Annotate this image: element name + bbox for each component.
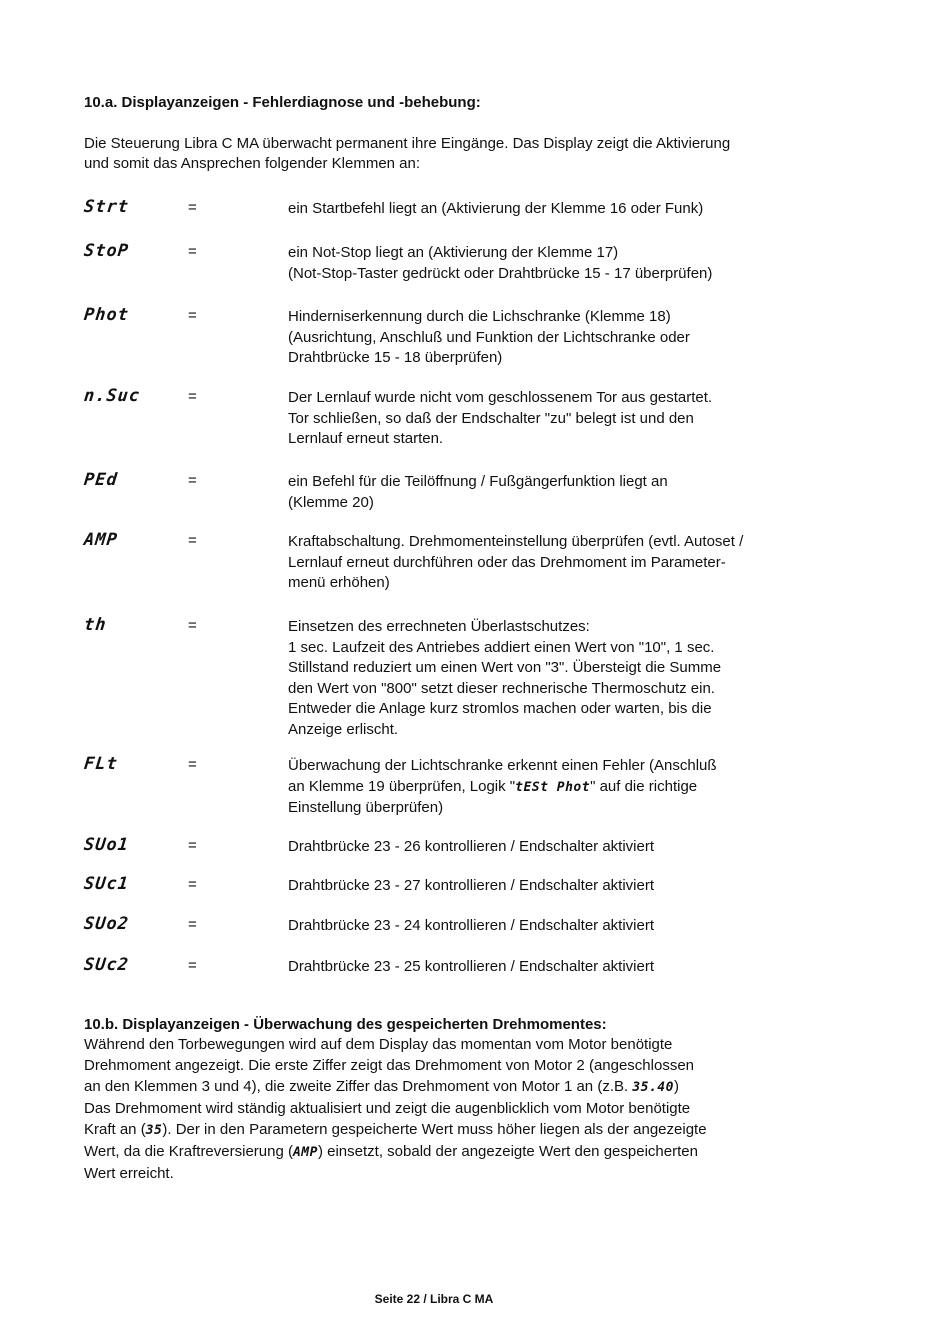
description-line: Einsetzen des errechneten Überlastschutzes: bbox=[288, 618, 590, 635]
code-description bbox=[288, 307, 808, 369]
description-text: " auf die richtige bbox=[590, 777, 698, 795]
description-line: Einstellung überprüfen) bbox=[288, 799, 444, 816]
equals-sign: = bbox=[188, 957, 197, 974]
paragraph-line: Drehmoment angezeigt. Die erste Ziffer zeigt das Drehmoment von Motor 2 (angeschlossen bbox=[84, 1057, 695, 1074]
equals-sign: = bbox=[188, 307, 197, 324]
description-line: Der Lernlauf wurde nicht vom geschlossenem Tor aus gestartet. bbox=[288, 389, 713, 406]
section-b-heading: 10.b. Displayanzeigen - Überwachung des gespeicherten Drehmomentes: bbox=[84, 1016, 607, 1033]
description-line: (Klemme 20) bbox=[288, 493, 374, 511]
description-line: Drahtbrücke 23 - 26 kontrollieren / Endschalter aktiviert bbox=[288, 838, 655, 855]
description-line: Drahtbrücke 23 - 27 kontrollieren / Endschalter aktiviert bbox=[288, 877, 655, 894]
intro-line: Die Steuerung Libra C MA überwacht permanent ihre Eingänge. Das Display zeigt die Aktivierung bbox=[84, 135, 731, 152]
equals-sign: = bbox=[188, 199, 197, 216]
display-code: SUo1 bbox=[82, 835, 131, 855]
paragraph-text: Kraft an ( bbox=[84, 1121, 146, 1138]
display-code: PEd bbox=[82, 470, 119, 490]
paragraph-text: ). Der in den Parametern gespeicherte Wert muss höher liegen als der angezeigte bbox=[162, 1121, 707, 1138]
equals-sign: = bbox=[188, 243, 197, 260]
display-code: Phot bbox=[82, 305, 131, 325]
paragraph-text: an den Klemmen 3 und 4), die zweite Ziffer das Drehmoment von Motor 1 an (z.B. bbox=[84, 1078, 633, 1095]
display-code: StoP bbox=[82, 241, 131, 261]
display-code: th bbox=[82, 615, 108, 635]
description-text: an Klemme 19 überprüfen, Logik " bbox=[288, 777, 516, 795]
description-line: ein Startbefehl liegt an (Aktivierung der Klemme 16 oder Funk) bbox=[288, 200, 704, 217]
segment-display-text: 35 bbox=[145, 1123, 163, 1138]
code-description bbox=[288, 243, 808, 284]
code-description bbox=[288, 756, 808, 819]
description-line: Drahtbrücke 15 - 18 überprüfen) bbox=[288, 349, 503, 366]
equals-sign: = bbox=[188, 472, 197, 489]
section-a-heading: 10.a. Displayanzeigen - Fehlerdiagnose und -behebung: bbox=[84, 94, 481, 111]
code-description bbox=[288, 617, 808, 740]
equals-sign: = bbox=[188, 388, 197, 405]
description-line: ein Befehl für die Teilöffnung / Fußgängerfunktion liegt an bbox=[288, 473, 668, 490]
display-code: FLt bbox=[82, 754, 119, 774]
description-line bbox=[288, 777, 808, 799]
equals-sign: = bbox=[188, 837, 197, 854]
paragraph-line bbox=[84, 1076, 804, 1098]
code-description bbox=[288, 388, 808, 450]
paragraph-text: ) bbox=[673, 1078, 679, 1095]
segment-display-text: 35.40 bbox=[632, 1080, 674, 1095]
description-line: Überwachung der Lichtschranke erkennt einen Fehler (Anschluß bbox=[288, 757, 717, 774]
description-line: Kraftabschaltung. Drehmomenteinstellung überprüfen (evtl. Autoset / bbox=[288, 533, 744, 550]
description-line: 1 sec. Laufzeit des Antriebes addiert einen Wert von "10", 1 sec. bbox=[288, 638, 715, 656]
equals-sign: = bbox=[188, 876, 197, 893]
paragraph-text: ) einsetzt, sobald der angezeigte Wert den gespeicherten bbox=[317, 1143, 698, 1160]
code-description bbox=[288, 532, 808, 594]
code-description bbox=[288, 876, 808, 897]
description-line: Drahtbrücke 23 - 24 kontrollieren / Endschalter aktiviert bbox=[288, 917, 655, 934]
description-line: Lernlauf erneut durchführen oder das Drehmoment im Parameter- bbox=[288, 553, 726, 571]
equals-sign: = bbox=[188, 916, 197, 933]
equals-sign: = bbox=[188, 532, 197, 549]
description-line: Entweder die Anlage kurz stromlos machen oder warten, bis die bbox=[288, 700, 712, 717]
display-code: Strt bbox=[82, 197, 131, 217]
code-description bbox=[288, 837, 808, 858]
section-a-intro bbox=[84, 134, 804, 173]
display-code: n.Suc bbox=[82, 386, 142, 406]
paragraph-line: Wert erreicht. bbox=[84, 1165, 174, 1182]
description-line: Drahtbrücke 23 - 25 kontrollieren / Endschalter aktiviert bbox=[288, 958, 655, 975]
intro-line: und somit das Ansprechen folgender Klemmen an: bbox=[84, 154, 421, 172]
description-line: Stillstand reduziert um einen Wert von "3". Übersteigt die Summe bbox=[288, 659, 722, 676]
segment-display-text: AMP bbox=[292, 1145, 318, 1160]
code-description bbox=[288, 472, 808, 513]
paragraph-line: Das Drehmoment wird ständig aktualisiert und zeigt die augenblicklich vom Motor benötigte bbox=[84, 1100, 691, 1117]
paragraph-line bbox=[84, 1119, 804, 1141]
section-b-paragraph bbox=[84, 1034, 804, 1184]
display-code: SUc2 bbox=[82, 955, 131, 975]
page-footer: Seite 22 / Libra C MA bbox=[374, 1292, 494, 1306]
display-code: SUc1 bbox=[82, 874, 131, 894]
code-description bbox=[288, 916, 808, 937]
description-line: Hinderniserkennung durch die Lichschranke (Klemme 18) bbox=[288, 308, 671, 325]
code-description bbox=[288, 199, 808, 220]
display-code: SUo2 bbox=[82, 914, 131, 934]
description-line: Anzeige erlischt. bbox=[288, 720, 399, 738]
equals-sign: = bbox=[188, 617, 197, 634]
description-line: (Not-Stop-Taster gedrückt oder Drahtbrücke 15 - 17 überprüfen) bbox=[288, 264, 713, 282]
description-line: menü erhöhen) bbox=[288, 574, 390, 591]
paragraph-line bbox=[84, 1141, 804, 1163]
segment-display-text: tESt Phot bbox=[515, 779, 591, 795]
description-line: Tor schließen, so daß der Endschalter "zu" belegt ist und den bbox=[288, 409, 694, 427]
description-line: (Ausrichtung, Anschluß und Funktion der Lichtschranke oder bbox=[288, 328, 690, 346]
paragraph-text: Wert, da die Kraftreversierung ( bbox=[84, 1143, 293, 1160]
paragraph-line: Während den Torbewegungen wird auf dem Display das momentan vom Motor benötigte bbox=[84, 1036, 673, 1053]
description-line: Lernlauf erneut starten. bbox=[288, 430, 444, 447]
description-line: den Wert von "800" setzt dieser rechnerische Thermoschutz ein. bbox=[288, 679, 715, 697]
description-line: ein Not-Stop liegt an (Aktivierung der Klemme 17) bbox=[288, 244, 619, 261]
code-description bbox=[288, 957, 808, 978]
equals-sign: = bbox=[188, 756, 197, 773]
display-code: AMP bbox=[82, 530, 119, 550]
